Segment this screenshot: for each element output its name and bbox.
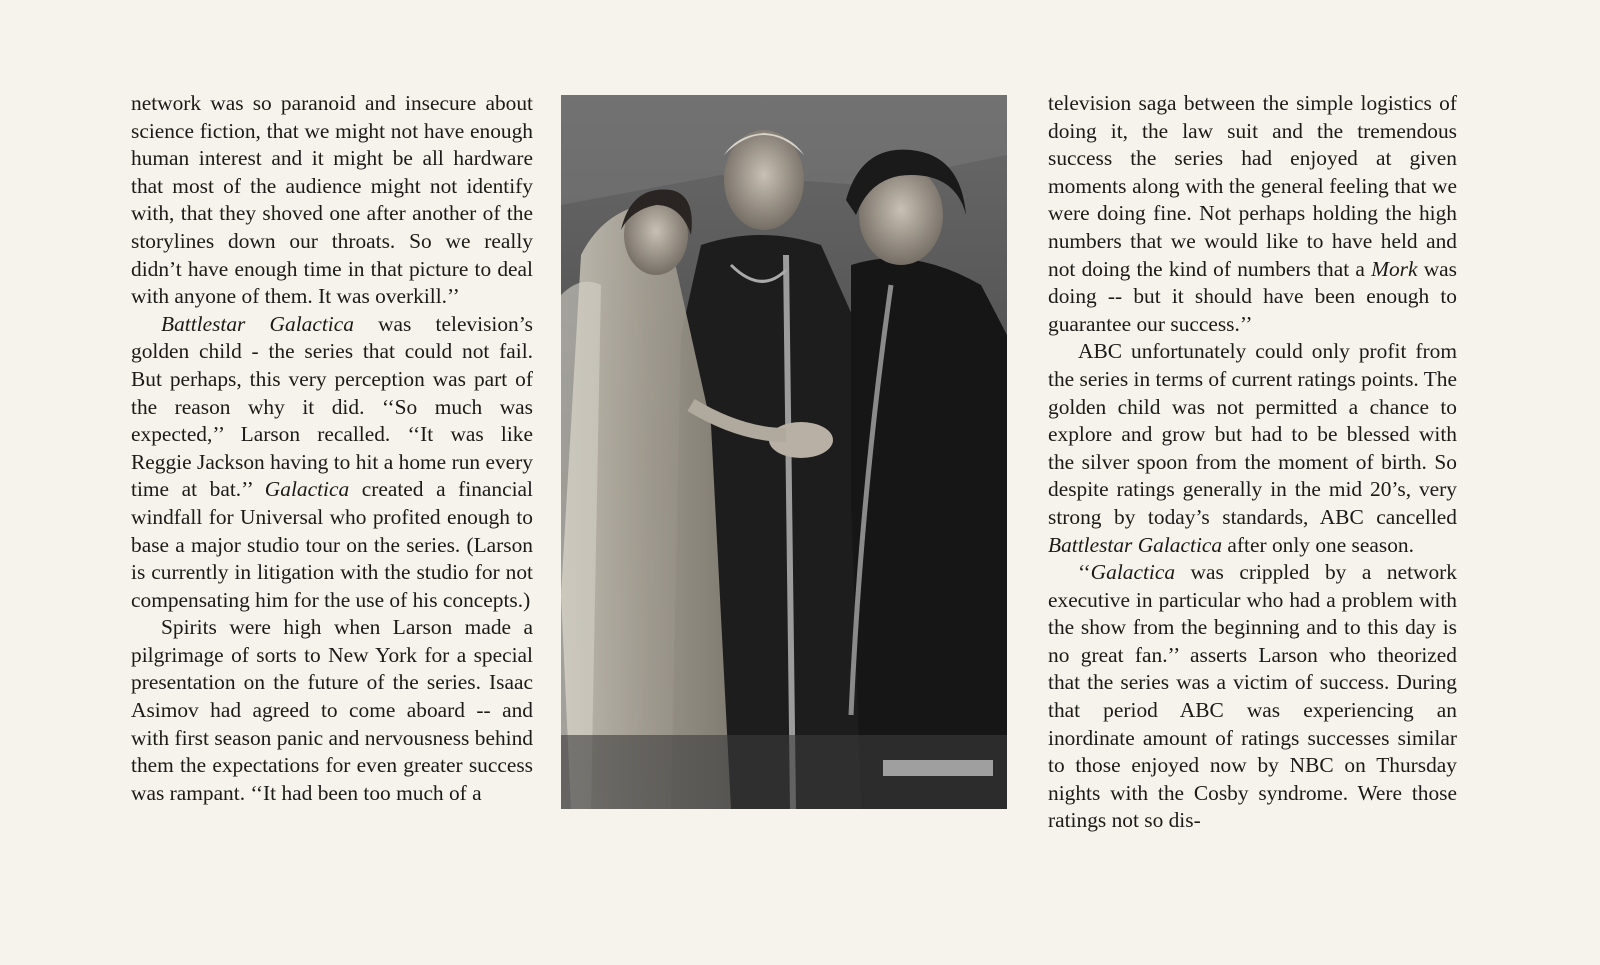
paragraph [1048,90,1457,338]
paragraph [131,614,533,807]
right-text-column [1048,90,1457,835]
paragraph [131,311,533,615]
text-run: was television’s golden child - the series that could not fail. But perhaps, this very perception was part of the reason why it did. ‘‘So much was expected,’’ Larson recalled. ‘‘It was like Reggie Jackson having to hit a home run every time at bat.’’ [131,311,533,502]
italic-title: Galactica [1090,560,1176,585]
text-run: after only one season. [1222,532,1414,557]
text-run: ‘‘ [1078,560,1091,585]
text-run: Spirits were high when Larson made a pilgrimage of sorts to New York for a special presentation on the future of the series. Isaac Asimov had agreed to come aboard -- and with first season panic and nervousness behind them the expectations for even greater success was rampant. ‘‘It had been too much of a [131,615,533,805]
text-run: was doing -- but it should have been enough to guarantee our success.’’ [1048,256,1457,336]
wedding-ceremony-photo [561,95,1007,809]
italic-title: Battlestar Galactica [161,311,354,336]
text-run: network was so paranoid and insecure about science fiction, that we might not have enough human interest and it might be all hardware that most of the audience might not identify with, that they shoved one after another of the storylines down our throats. So we really didn’t have enough time in that picture to deal with anyone of them. It was overkill.’’ [131,91,533,309]
left-text-column [131,90,533,807]
paragraph [1048,559,1457,835]
paragraph [1048,338,1457,559]
text-run: created a financial windfall for Universal who profited enough to base a major studio tour on the series. (Larson is currently in litigation with the studio for not compensating him for the use of his concepts.) [131,477,533,612]
text-run: ABC unfortunately could only profit from the series in terms of current ratings points. The golden child was not permitted a chance to explore and grow but had to be blessed with the silver spoon from the moment of birth. So despite ratings generally in the mid 20’s, very strong by today’s standards, ABC cancelled [1048,339,1457,529]
text-run: was crippled by a network executive in particular who had a problem with the show from the beginning and to this day is no great fan.’’ asserts Larson who theorized that the series was a victim of success. During that period ABC was experiencing an inordinate amount of ratings successes similar to those enjoyed now by NBC on Thursday nights with the Cosby syndrome. Were those ratings not so dis- [1048,560,1457,833]
italic-title: Galactica [264,477,350,502]
text-run: television saga between the simple logistics of doing it, the law suit and the tremendous success the series had enjoyed at given moments along with the general feeling that we were doing fine. Not perhaps holding the high numbers that we would like to have held and not doing the kind of numbers that a [1048,91,1457,281]
italic-title: Battlestar Galactica [1048,532,1223,557]
italic-title: Mork [1371,256,1418,281]
paragraph [131,90,533,311]
